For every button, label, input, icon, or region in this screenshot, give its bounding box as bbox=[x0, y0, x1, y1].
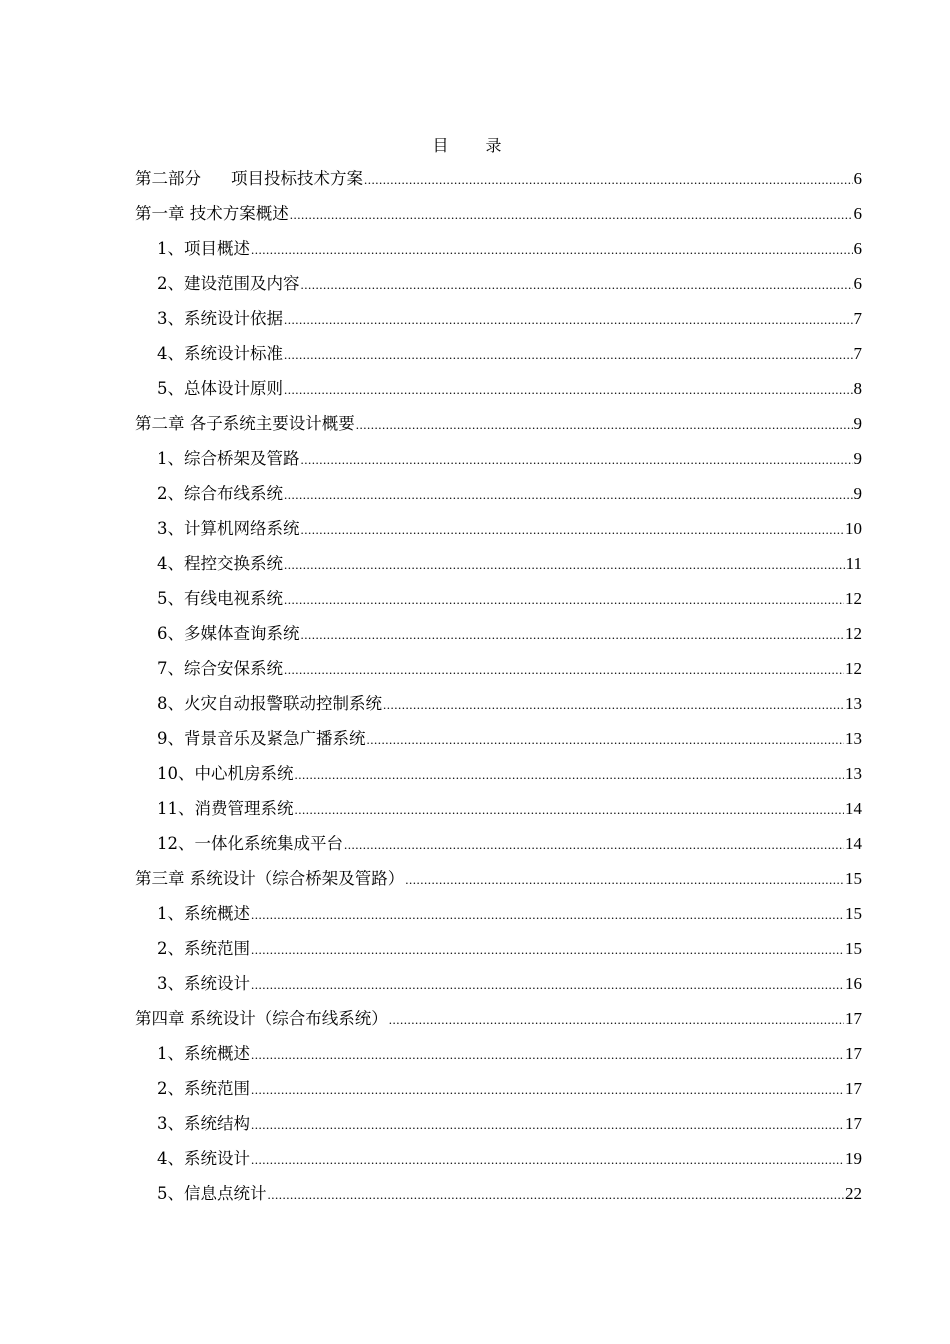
toc-entry-page-number: 7 bbox=[853, 309, 862, 328]
table-of-contents bbox=[135, 165, 862, 1215]
toc-entry-page-number: 14 bbox=[845, 799, 862, 818]
toc-entry-label-text: 第一章 技术方案概述 bbox=[135, 204, 289, 223]
toc-entry-label-text: 4、系统设计标准 bbox=[157, 344, 283, 363]
toc-entry-label bbox=[157, 1075, 250, 1103]
toc-entry-label bbox=[157, 655, 283, 683]
toc-entry-label-text: 3、系统设计依据 bbox=[157, 309, 283, 328]
toc-entry-label bbox=[157, 585, 283, 613]
toc-entry-label-text: 5、有线电视系统 bbox=[157, 589, 283, 608]
toc-entry-label-text: 第四章 系统设计（综合布线系统） bbox=[135, 1009, 388, 1028]
dot-leader bbox=[367, 726, 845, 754]
toc-entry-page-number: 13 bbox=[845, 729, 862, 748]
toc-entry-section[interactable] bbox=[135, 1145, 862, 1180]
toc-entry-label-text: 10、中心机房系统 bbox=[157, 764, 294, 783]
toc-entry-section[interactable] bbox=[135, 1110, 862, 1145]
toc-entry-page-number: 10 bbox=[845, 519, 862, 538]
toc-entry-label bbox=[135, 200, 289, 228]
toc-entry-section[interactable] bbox=[135, 1180, 862, 1215]
toc-entry-page-number: 7 bbox=[853, 344, 862, 363]
dot-leader bbox=[284, 551, 845, 579]
toc-entry-label bbox=[157, 340, 283, 368]
toc-entry-section[interactable] bbox=[135, 970, 862, 1005]
toc-entry-page-number: 12 bbox=[845, 659, 862, 678]
dot-leader bbox=[268, 1181, 845, 1209]
toc-entry-label bbox=[157, 830, 343, 858]
toc-entry-page-number: 6 bbox=[853, 239, 862, 258]
toc-entry-label bbox=[135, 865, 404, 893]
toc-entry-label-text: 2、建设范围及内容 bbox=[157, 274, 300, 293]
toc-entry-label-text: 1、系统概述 bbox=[157, 1044, 250, 1063]
toc-entry-label-text: 6、多媒体查询系统 bbox=[157, 624, 300, 643]
dot-leader bbox=[284, 341, 853, 369]
toc-entry-label bbox=[157, 620, 300, 648]
toc-entry-label-text: 12、一体化系统集成平台 bbox=[157, 834, 343, 853]
toc-entry-page-number: 14 bbox=[845, 834, 862, 853]
dot-leader bbox=[251, 1041, 844, 1069]
toc-entry-label-text: 2、系统范围 bbox=[157, 1079, 250, 1098]
toc-entry-page-number: 17 bbox=[845, 1114, 862, 1133]
toc-entry-label-text: 4、系统设计 bbox=[157, 1149, 250, 1168]
toc-entry-page-number: 17 bbox=[845, 1079, 862, 1098]
toc-entry-section[interactable] bbox=[135, 900, 862, 935]
toc-entry-label bbox=[157, 795, 294, 823]
toc-entry-label bbox=[157, 1110, 250, 1138]
toc-entry-section[interactable] bbox=[135, 235, 862, 270]
dot-leader bbox=[301, 516, 845, 544]
dot-leader bbox=[251, 1111, 844, 1139]
dot-leader bbox=[383, 691, 844, 719]
dot-leader bbox=[251, 1076, 844, 1104]
toc-entry-label-text: 3、系统结构 bbox=[157, 1114, 250, 1133]
toc-entry-section[interactable] bbox=[135, 340, 862, 375]
toc-entry-label bbox=[157, 1040, 250, 1068]
toc-entry-page-number: 8 bbox=[853, 379, 862, 398]
toc-entry-section[interactable] bbox=[135, 620, 862, 655]
dot-leader bbox=[301, 446, 853, 474]
dot-leader bbox=[251, 971, 844, 999]
toc-entry-page-number: 17 bbox=[845, 1044, 862, 1063]
toc-entry-section[interactable] bbox=[135, 550, 862, 585]
toc-entry-section[interactable] bbox=[135, 445, 862, 480]
toc-entry-label bbox=[157, 690, 382, 718]
toc-entry-label-text: 11、消费管理系统 bbox=[157, 799, 294, 818]
toc-entry-page-number: 19 bbox=[845, 1149, 862, 1168]
toc-entry-chapter[interactable] bbox=[135, 200, 862, 235]
toc-entry-page-number: 11 bbox=[845, 554, 862, 573]
dot-leader bbox=[251, 936, 844, 964]
dot-leader bbox=[284, 481, 853, 509]
toc-entry-label-suffix: 项目投标技术方案 bbox=[231, 169, 363, 188]
toc-entry-label-text: 5、信息点统计 bbox=[157, 1184, 267, 1203]
toc-entry-page-number: 16 bbox=[845, 974, 862, 993]
dot-leader bbox=[356, 411, 853, 439]
toc-entry-chapter[interactable] bbox=[135, 165, 862, 200]
toc-entry-section[interactable] bbox=[135, 305, 862, 340]
toc-entry-label bbox=[157, 305, 283, 333]
toc-entry-label-text: 5、总体设计原则 bbox=[157, 379, 283, 398]
toc-entry-page-number: 22 bbox=[845, 1184, 862, 1203]
toc-entry-page-number: 13 bbox=[845, 764, 862, 783]
dot-leader bbox=[344, 831, 844, 859]
toc-entry-section[interactable] bbox=[135, 480, 862, 515]
dot-leader bbox=[284, 586, 844, 614]
toc-entry-label-text: 第二部分 bbox=[135, 169, 201, 188]
toc-entry-label-text: 第二章 各子系统主要设计概要 bbox=[135, 414, 355, 433]
dot-leader bbox=[301, 271, 853, 299]
toc-entry-section[interactable] bbox=[135, 655, 862, 690]
toc-entry-page-number: 6 bbox=[853, 274, 862, 293]
toc-entry-page-number: 17 bbox=[845, 1009, 862, 1028]
toc-entry-section[interactable] bbox=[135, 585, 862, 620]
toc-entry-section[interactable] bbox=[135, 1040, 862, 1075]
dot-leader bbox=[364, 166, 853, 194]
toc-entry-label bbox=[157, 1145, 250, 1173]
toc-entry-section[interactable] bbox=[135, 690, 862, 725]
toc-entry-section[interactable] bbox=[135, 515, 862, 550]
toc-entry-label bbox=[157, 725, 366, 753]
dot-leader bbox=[295, 761, 845, 789]
toc-entry-label bbox=[157, 970, 250, 998]
toc-entry-label bbox=[157, 1180, 267, 1208]
toc-entry-page-number: 15 bbox=[845, 869, 862, 888]
toc-entry-label bbox=[135, 1005, 388, 1033]
dot-leader bbox=[284, 306, 853, 334]
dot-leader bbox=[284, 376, 853, 404]
toc-entry-page-number: 6 bbox=[853, 169, 862, 188]
toc-entry-label bbox=[135, 410, 355, 438]
toc-entry-section[interactable] bbox=[135, 830, 862, 865]
toc-entry-page-number: 12 bbox=[845, 624, 862, 643]
toc-entry-label-text: 1、系统概述 bbox=[157, 904, 250, 923]
dot-leader bbox=[251, 236, 853, 264]
toc-entry-label bbox=[135, 165, 363, 193]
toc-entry-section[interactable] bbox=[135, 795, 862, 830]
toc-entry-section[interactable] bbox=[135, 1075, 862, 1110]
toc-entry-label-text: 1、综合桥架及管路 bbox=[157, 449, 300, 468]
toc-entry-label bbox=[157, 480, 283, 508]
toc-entry-label-text: 8、火灾自动报警联动控制系统 bbox=[157, 694, 382, 713]
dot-leader bbox=[251, 901, 844, 929]
toc-entry-label bbox=[157, 935, 250, 963]
toc-entry-page-number: 15 bbox=[845, 939, 862, 958]
toc-entry-label-text: 2、综合布线系统 bbox=[157, 484, 283, 503]
toc-entry-label bbox=[157, 900, 250, 928]
toc-entry-label bbox=[157, 515, 300, 543]
dot-leader bbox=[295, 796, 845, 824]
dot-leader bbox=[284, 656, 844, 684]
toc-entry-label bbox=[157, 760, 294, 788]
toc-entry-page-number: 13 bbox=[845, 694, 862, 713]
toc-entry-label bbox=[157, 235, 250, 263]
dot-leader bbox=[405, 866, 844, 894]
toc-entry-label-text: 1、项目概述 bbox=[157, 239, 250, 258]
toc-entry-label-text: 3、计算机网络系统 bbox=[157, 519, 300, 538]
toc-entry-label-text: 第三章 系统设计（综合桥架及管路） bbox=[135, 869, 405, 888]
toc-entry-page-number: 12 bbox=[845, 589, 862, 608]
dot-leader bbox=[290, 201, 853, 229]
dot-leader bbox=[251, 1146, 844, 1174]
toc-title: 目 录 bbox=[432, 136, 518, 155]
toc-entry-section[interactable] bbox=[135, 725, 862, 760]
toc-entry-label-text: 2、系统范围 bbox=[157, 939, 250, 958]
toc-entry-label-text: 4、程控交换系统 bbox=[157, 554, 283, 573]
toc-entry-section[interactable] bbox=[135, 935, 862, 970]
dot-leader bbox=[301, 621, 845, 649]
toc-entry-label-text: 9、背景音乐及紧急广播系统 bbox=[157, 729, 366, 748]
toc-entry-label-text: 7、综合安保系统 bbox=[157, 659, 283, 678]
toc-entry-page-number: 9 bbox=[853, 449, 862, 468]
toc-entry-section[interactable] bbox=[135, 375, 862, 410]
toc-entry-chapter[interactable] bbox=[135, 410, 862, 445]
toc-entry-section[interactable] bbox=[135, 270, 862, 305]
toc-entry-page-number: 6 bbox=[853, 204, 862, 223]
toc-entry-label bbox=[157, 375, 283, 403]
toc-entry-label bbox=[157, 270, 300, 298]
toc-entry-chapter[interactable] bbox=[135, 865, 862, 900]
toc-entry-section[interactable] bbox=[135, 760, 862, 795]
toc-entry-page-number: 9 bbox=[853, 484, 862, 503]
toc-entry-page-number: 9 bbox=[853, 414, 862, 433]
toc-entry-label bbox=[157, 550, 283, 578]
toc-entry-chapter[interactable] bbox=[135, 1005, 862, 1040]
dot-leader bbox=[389, 1006, 844, 1034]
toc-entry-label bbox=[157, 445, 300, 473]
toc-entry-page-number: 15 bbox=[845, 904, 862, 923]
toc-entry-label-text: 3、系统设计 bbox=[157, 974, 250, 993]
